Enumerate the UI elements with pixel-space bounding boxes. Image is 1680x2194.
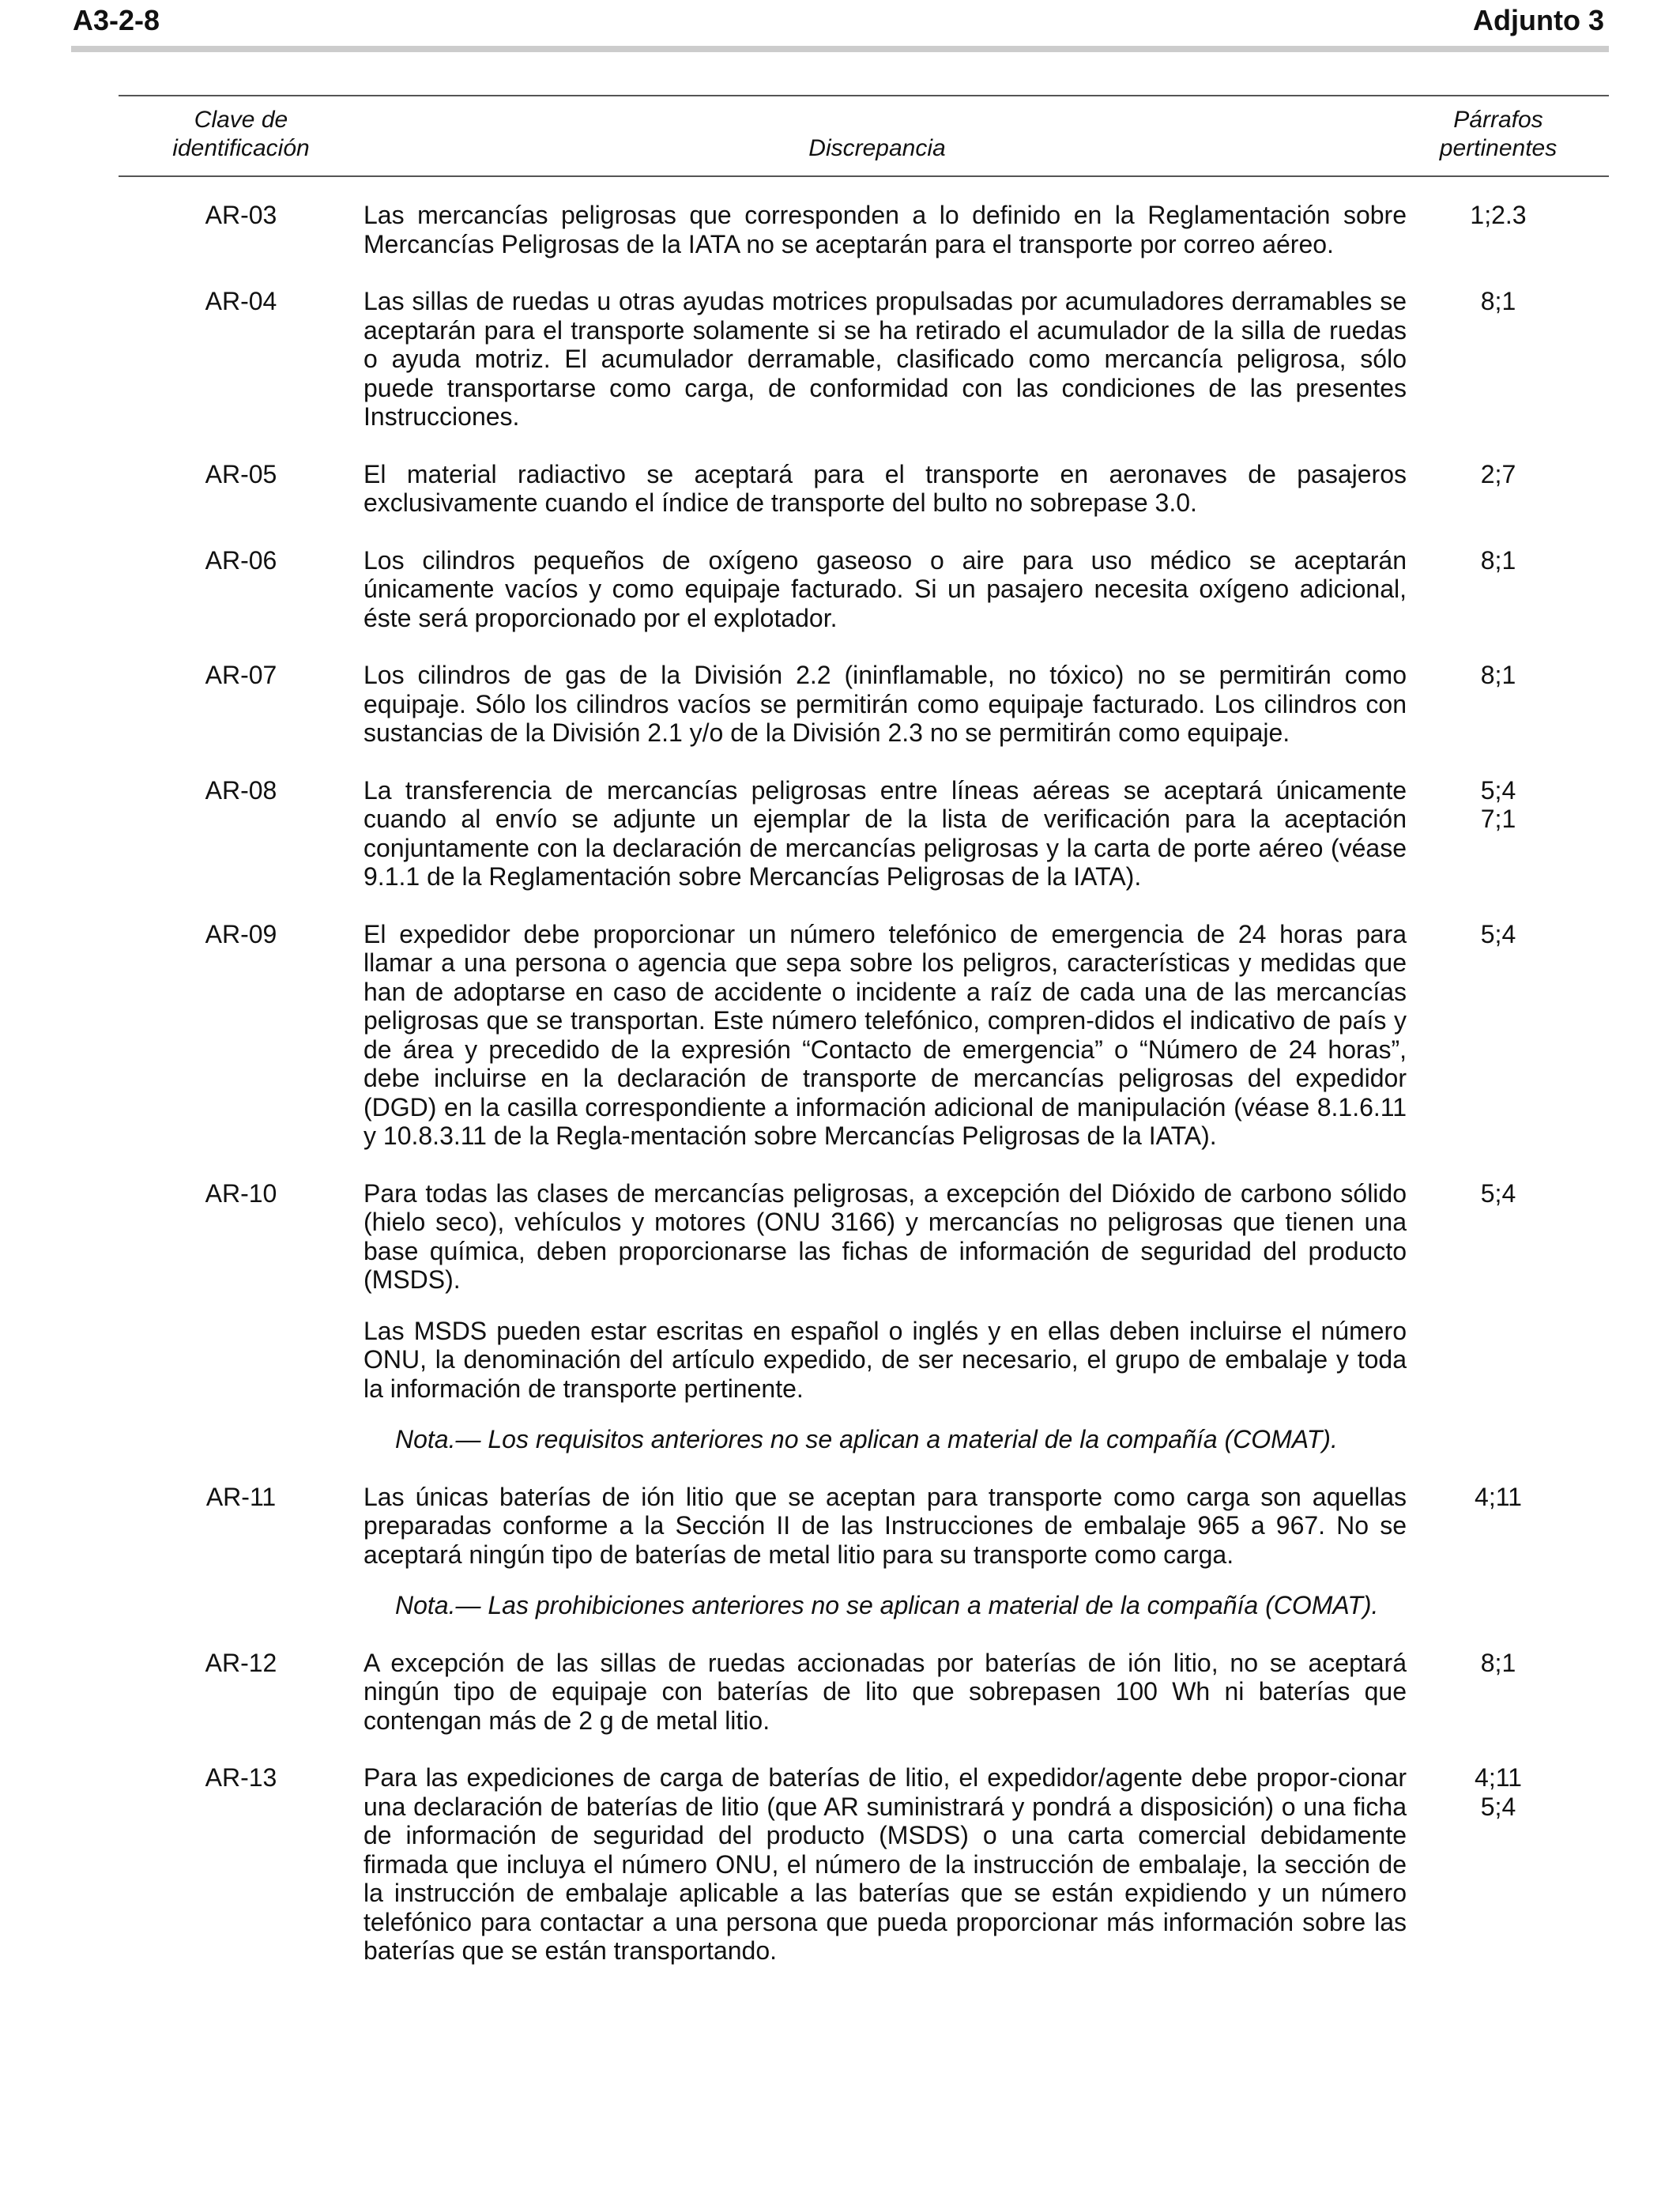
table-row bbox=[119, 201, 1609, 258]
discrepancy-text bbox=[363, 201, 1407, 258]
paragraph-reference: 8;1 bbox=[1480, 545, 1516, 575]
discrepancy-paragraph: Los cilindros de gas de la División 2.2 (ininflamable, no tóxico) no se permitirán como equipaje. Sólo los cilindros vacíos se permitirán como equipaje facturado. Los cilindros con sustancias de la División 2.1 y/o de la División 2.3 no se permitirán como equipaje. bbox=[363, 661, 1407, 747]
discrepancy-paragraph: Las MSDS pueden estar escritas en español o inglés y en ellas deben incluirse el número ONU, la denominación del artículo expedido, de ser necesario, el grupo de embalaje y toda la información de transporte pertinente. bbox=[363, 1316, 1407, 1403]
pertinent-paragraphs bbox=[1388, 1483, 1609, 1512]
column-header-discrepancy: Discrepancia bbox=[808, 135, 946, 161]
paragraph-reference: 5;4 bbox=[1480, 919, 1516, 948]
attachment-label: Adjunto 3 bbox=[1473, 4, 1604, 36]
paragraph-reference: 8;1 bbox=[1480, 661, 1516, 689]
paragraph-reference: 1;2.3 bbox=[1470, 201, 1527, 229]
discrepancy-text bbox=[363, 1483, 1407, 1620]
discrepancy-paragraph: Para las expediciones de carga de baterías de litio, el expedidor/agente debe propor-cionar una declaración de baterías de litio (que AR suministrará y pondrá a disposición) o una ficha de información de seguridad del producto (MSDS) o una carta comercial debidamente firmada que incluya el número ONU, el número de la instrucción de embalaje, la sección de la instrucción de embalaje aplicable a las baterías que se están expidiendo y un número telefónico para contactar a una persona que pueda proporcionar más información sobre las baterías que se están transportando. bbox=[363, 1763, 1407, 1965]
paragraph-reference: 4;11 bbox=[1475, 1482, 1522, 1511]
pertinent-paragraphs bbox=[1388, 920, 1609, 949]
paragraph-reference: 8;1 bbox=[1480, 287, 1516, 315]
table-row bbox=[119, 1483, 1609, 1620]
pertinent-paragraphs bbox=[1388, 1649, 1609, 1678]
table-row bbox=[119, 920, 1609, 1151]
discrepancy-text bbox=[363, 460, 1407, 518]
pertinent-paragraphs bbox=[1388, 201, 1609, 230]
discrepancy-paragraph: La transferencia de mercancías peligrosas entre líneas aéreas se aceptará únicamente cuando al envío se adjunte un ejemplar de la lista de verificación para la aceptación conjuntamente con la declaración de mercancías peligrosas y la carta de porte aéreo (véase 9.1.1 de la Reglamentación sobre Mercancías Peligrosas de la IATA). bbox=[363, 775, 1407, 891]
pertinent-paragraphs bbox=[1388, 1763, 1609, 1821]
discrepancy-paragraph: El expedidor debe proporcionar un número telefónico de emergencia de 24 horas para llamar a una persona o agencia que sepa sobre los peligros, características y medidas que han de adoptarse en caso de accidente o incidente a raíz de cada una de las mercancías peligrosas que se transportan. Este número telefónico, compren-didos el indicativo de país y de área y precedido de la expresión “Contacto de emergencia” o “Número de 24 horas”, debe incluirse en la declaración de transporte de mercancías peligrosas del expedidor (DGD) en la casilla correspondiente a información adicional de manipulación (véase 8.1.6.11 y 10.8.3.11 de la Regla-mentación sobre Mercancías Peligrosas de la IATA). bbox=[363, 919, 1407, 1150]
identification-key: AR-08 bbox=[205, 775, 277, 805]
identification-key: AR-07 bbox=[205, 661, 277, 689]
pertinent-paragraphs bbox=[1388, 1179, 1609, 1208]
discrepancy-text bbox=[363, 1179, 1407, 1454]
identification-key: AR-04 bbox=[205, 287, 277, 315]
paragraph-reference: 8;1 bbox=[1480, 1648, 1516, 1677]
table-row bbox=[119, 1649, 1609, 1736]
pertinent-paragraphs bbox=[1388, 661, 1609, 690]
discrepancy-text bbox=[363, 920, 1407, 1151]
table-row bbox=[119, 1763, 1609, 1966]
page-number: A3-2-8 bbox=[73, 4, 160, 36]
paragraph-reference: 5;4 bbox=[1480, 775, 1516, 805]
discrepancy-paragraph: Para todas las clases de mercancías peligrosas, a excepción del Dióxido de carbono sólido (hielo seco), vehículos y motores (ONU 3166) y mercancías no peligrosas que tienen una base química, deben proporcionarse las fichas de información de seguridad del producto (MSDS). bbox=[363, 1178, 1407, 1294]
column-header-key bbox=[119, 106, 363, 163]
paragraph-reference: 2;7 bbox=[1480, 459, 1516, 488]
discrepancy-paragraph: Las mercancías peligrosas que corresponden a lo definido en la Reglamentación sobre Mercancías Peligrosas de la IATA no se aceptarán para el transporte por correo aéreo. bbox=[363, 201, 1407, 258]
table-header bbox=[119, 95, 1609, 177]
discrepancy-text bbox=[363, 661, 1407, 748]
discrepancy-paragraph: El material radiactivo se aceptará para el transporte en aeronaves de pasajeros exclusivamente cuando el índice de transporte del bulto no sobrepase 3.0. bbox=[363, 459, 1407, 517]
table-row bbox=[119, 776, 1609, 892]
discrepancy-note: Nota.— Los requisitos anteriores no se aplican a material de la compañía (COMAT). bbox=[395, 1425, 1338, 1453]
identification-key: AR-05 bbox=[205, 459, 277, 488]
column-header-para-line1: Párrafos bbox=[1453, 107, 1543, 133]
paragraph-reference: 5;4 bbox=[1480, 1178, 1516, 1208]
table-row bbox=[119, 287, 1609, 432]
paragraph-reference: 7;1 bbox=[1480, 805, 1516, 833]
column-header-key-line1: Clave de bbox=[194, 107, 288, 133]
column-header-para-line2: pertinentes bbox=[1439, 135, 1558, 161]
discrepancy-text bbox=[363, 1649, 1407, 1736]
discrepancy-paragraph: Los cilindros pequeños de oxígeno gaseoso o aire para uso médico se aceptarán únicamente vacíos y como equipaje facturado. Si un pasajero necesita oxígeno adicional, éste será proporcionado por el explotador. bbox=[363, 545, 1407, 632]
paragraph-reference: 4;11 bbox=[1475, 1763, 1522, 1792]
identification-key: AR-12 bbox=[205, 1648, 277, 1677]
discrepancy-text bbox=[363, 287, 1407, 432]
table-row bbox=[119, 1179, 1609, 1454]
column-header-key-line2: identificación bbox=[172, 135, 310, 161]
identification-key: AR-10 bbox=[205, 1178, 277, 1208]
table-row bbox=[119, 661, 1609, 748]
identification-key: AR-09 bbox=[205, 919, 277, 948]
discrepancy-table-body bbox=[119, 201, 1609, 1994]
discrepancy-paragraph: Las sillas de ruedas u otras ayudas motrices propulsadas por acumuladores derramables se aceptarán para el transporte solamente si se ha retirado el acumulador de la silla de ruedas o ayuda motriz. El acumulador derramable, clasificado como mercancía peligrosa, sólo puede transportarse como carga, de conformidad con las condiciones de las presentes Instrucciones. bbox=[363, 287, 1407, 431]
identification-key: AR-11 bbox=[205, 1482, 277, 1511]
paragraph-reference: 5;4 bbox=[1480, 1792, 1516, 1821]
identification-key: AR-06 bbox=[205, 545, 277, 575]
discrepancy-note: Nota.— Las prohibiciones anteriores no se aplican a material de la compañía (COMAT). bbox=[395, 1591, 1379, 1619]
discrepancy-text bbox=[363, 776, 1407, 892]
identification-key: AR-03 bbox=[205, 201, 277, 229]
pertinent-paragraphs bbox=[1388, 287, 1609, 316]
table-row bbox=[119, 460, 1609, 518]
discrepancy-text bbox=[363, 1763, 1407, 1966]
pertinent-paragraphs bbox=[1388, 776, 1609, 834]
table-row bbox=[119, 546, 1609, 633]
header-rule bbox=[71, 46, 1609, 52]
identification-key: AR-13 bbox=[205, 1763, 277, 1792]
discrepancy-paragraph: A excepción de las sillas de ruedas accionadas por baterías de ión litio, no se aceptará ningún tipo de equipaje con baterías de lito que sobrepasen 100 Wh ni baterías que contengan más de 2 g de metal litio. bbox=[363, 1648, 1407, 1735]
discrepancy-paragraph: Las únicas baterías de ión litio que se aceptan para transporte como carga son aquellas preparadas conforme a la Sección II de las Instrucciones de embalaje 965 a 967. No se aceptará ningún tipo de baterías de metal litio para su transporte como carga. bbox=[363, 1482, 1407, 1569]
pertinent-paragraphs bbox=[1388, 460, 1609, 489]
column-header-paragraphs bbox=[1388, 106, 1609, 163]
discrepancy-text bbox=[363, 546, 1407, 633]
pertinent-paragraphs bbox=[1388, 546, 1609, 575]
